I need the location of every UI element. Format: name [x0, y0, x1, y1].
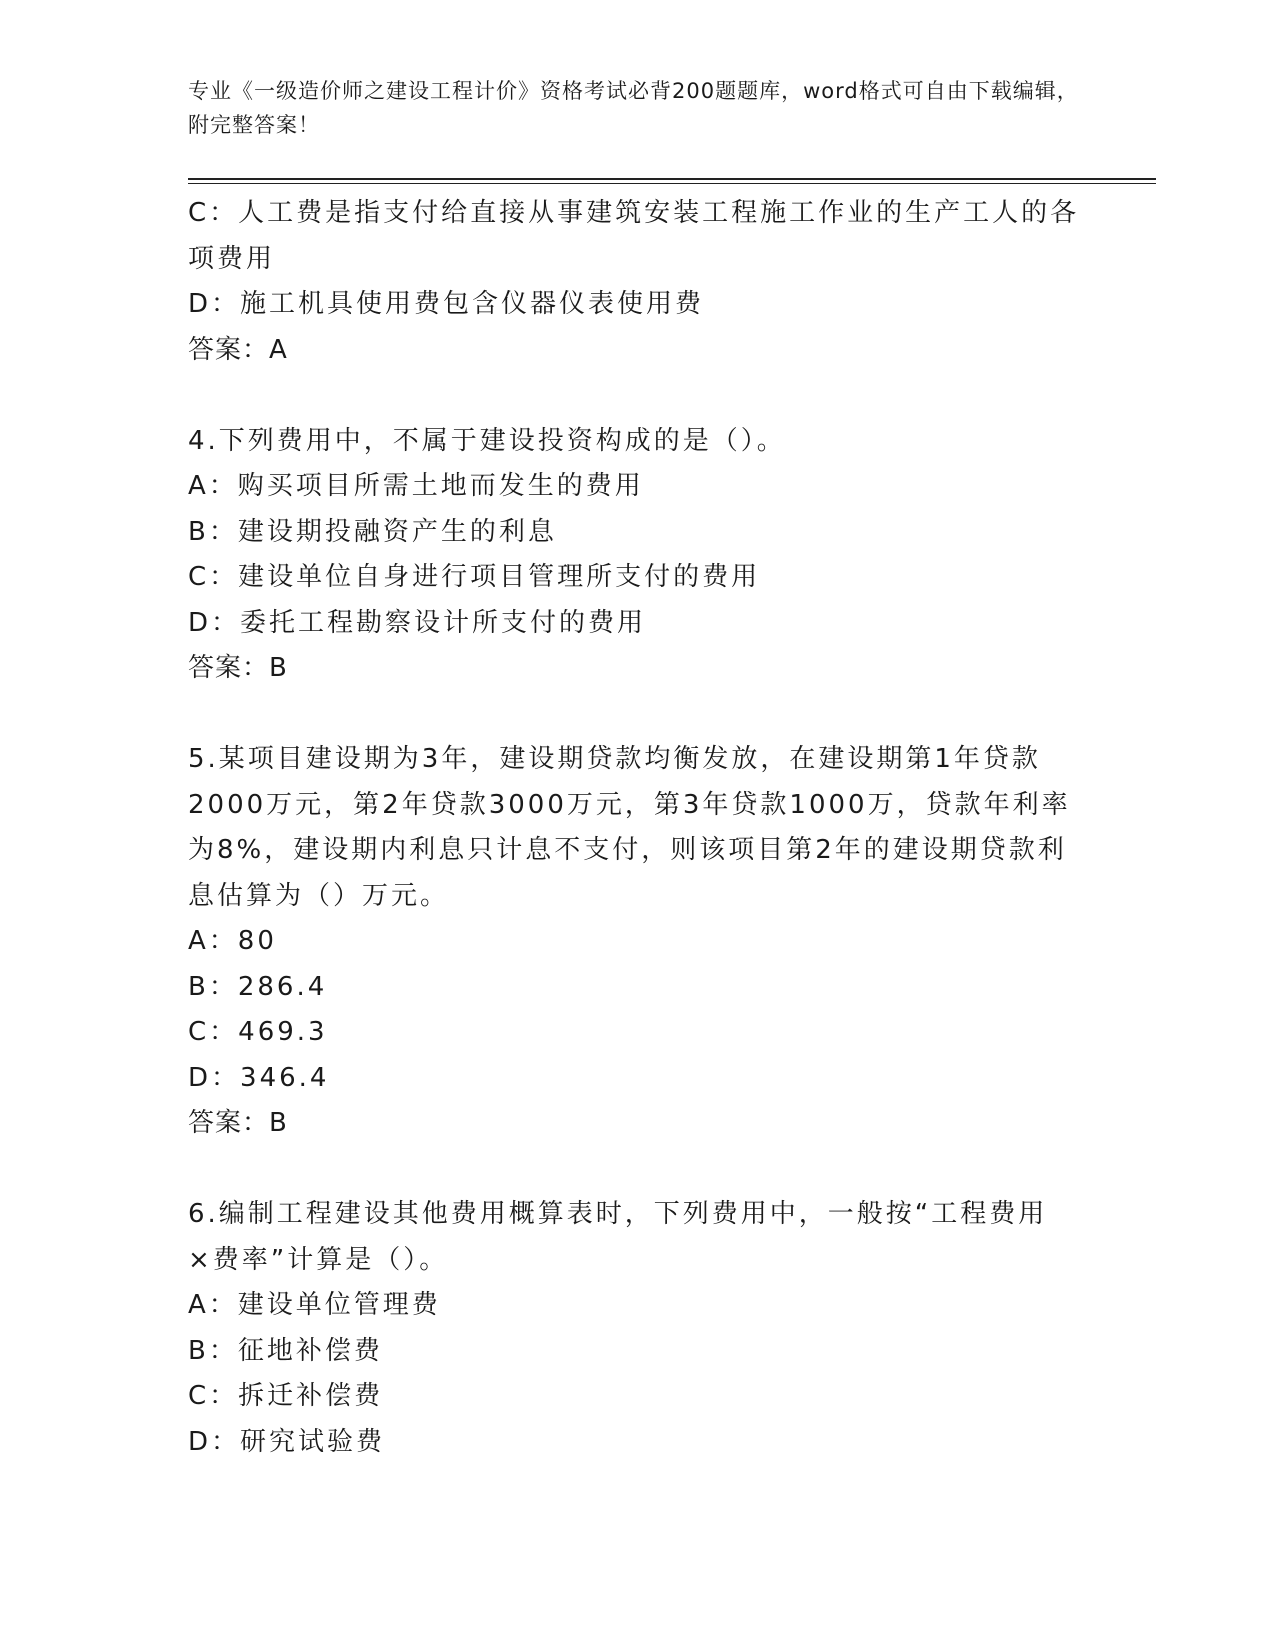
q6-stem-line1: 6.编制工程建设其他费用概算表时，下列费用中，一般按“工程费用	[188, 1199, 1048, 1229]
q6-option-d: D：研究试验费	[188, 1426, 386, 1457]
q6-option-c: C：拆迁补偿费	[188, 1381, 384, 1411]
q5-stem-line1: 5.某项目建设期为3年，建设期贷款均衡发放，在建设期第1年贷款	[188, 744, 1041, 774]
q4-stem: 4.下列费用中，不属于建设投资构成的是（）。	[188, 425, 786, 456]
header-rule-thin	[188, 183, 1156, 184]
q5-stem-line2: 2000万元，第2年贷款3000万元，第3年贷款1000万，贷款年利率	[188, 789, 1071, 820]
spacer	[188, 1147, 1108, 1193]
q4-option-c: C：建设单位自身进行项目管理所支付的费用	[188, 562, 761, 592]
q6-stem-line2: ×费率”计算是（）。	[188, 1244, 449, 1275]
header-rule-thick	[188, 178, 1156, 180]
q4-option-d: D：委托工程勘察设计所支付的费用	[188, 607, 647, 638]
spacer	[188, 692, 1108, 738]
q3-option-d: D：施工机具使用费包含仪器仪表使用费	[188, 289, 705, 319]
q5-option-d: D：346.4	[188, 1062, 330, 1093]
q3-option-c-line1: C：人工费是指支付给直接从事建筑安装工程施工作业的生产工人的各	[188, 198, 1080, 228]
q6-option-a: A：建设单位管理费	[188, 1290, 441, 1320]
q3-option-c-line2: 项费用	[188, 243, 276, 274]
q5-stem-line3: 为8%，建设期内利息只计息不支付，则该项目第2年的建设期贷款利	[188, 835, 1067, 865]
document-header: 专业《一级造价师之建设工程计价》资格考试必背200题题库，word格式可自由下载编辑，附完整答案！	[188, 79, 1079, 137]
q4-option-b: B：建设期投融资产生的利息	[188, 516, 557, 547]
q4-answer: 答案：B	[188, 653, 288, 683]
q6-option-b: B：征地补偿费	[188, 1335, 383, 1366]
q4-option-a: A：购买项目所需土地而发生的费用	[188, 471, 644, 501]
q5-stem-line4: 息估算为（）万元。	[188, 880, 450, 911]
q5-option-a: A：80	[188, 926, 277, 956]
q5-option-b: B：286.4	[188, 971, 328, 1002]
q3-answer: 答案：A	[188, 334, 288, 365]
q5-answer: 答案：B	[188, 1108, 288, 1138]
q5-option-c: C：469.3	[188, 1017, 328, 1047]
spacer	[188, 373, 1108, 419]
question-content	[188, 191, 1108, 1465]
